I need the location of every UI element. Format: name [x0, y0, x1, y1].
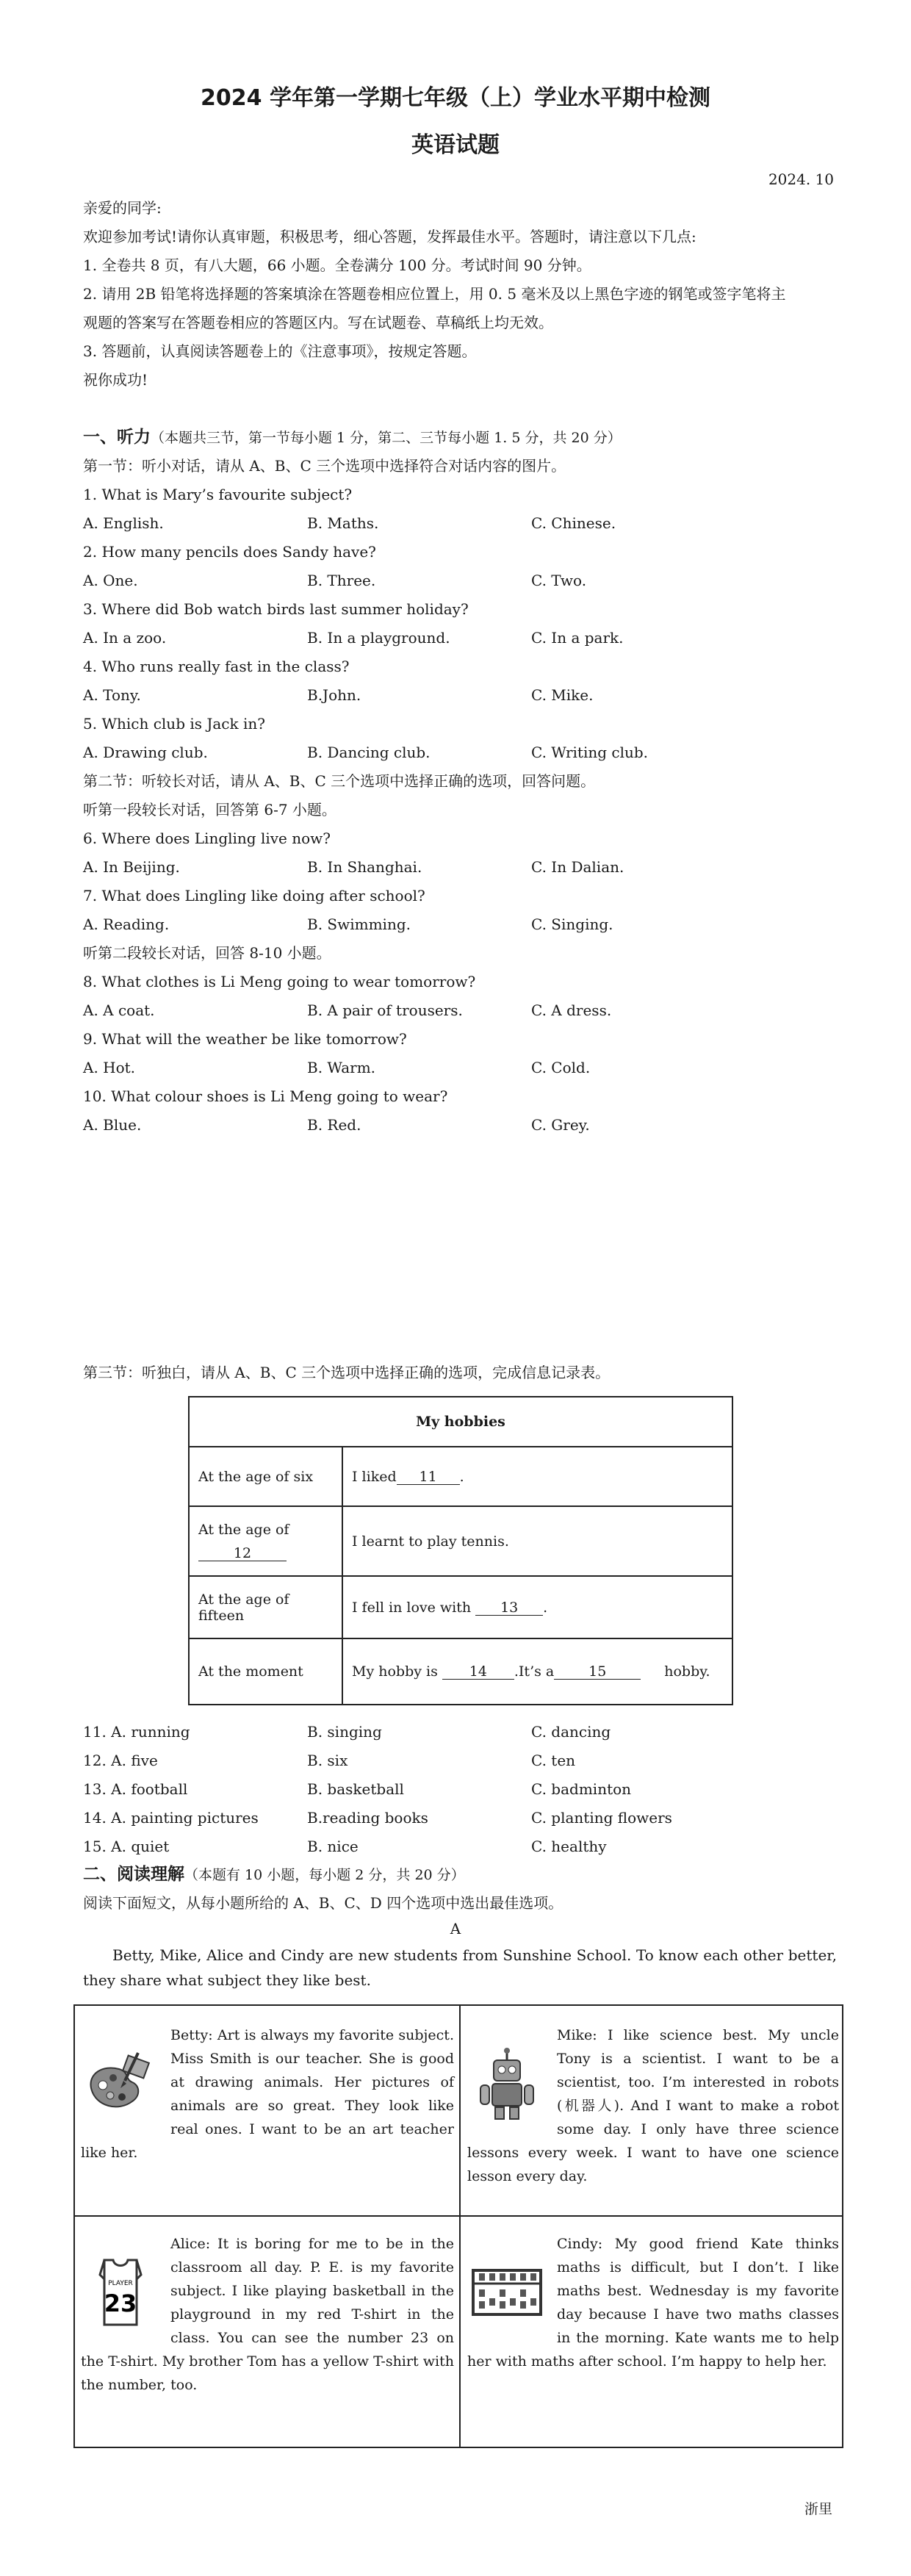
table-cell: At the age of six	[189, 1447, 342, 1506]
option-b: B. In Shanghai.	[307, 858, 422, 876]
notice-line: 亲爱的同学:	[83, 199, 162, 217]
table-cell: At the age of fifteen	[189, 1576, 342, 1638]
option-a: 12. A. five	[83, 1752, 158, 1769]
option-c: C. A dress.	[531, 1001, 612, 1019]
option-b: B. A pair of trousers.	[307, 1001, 463, 1019]
option-b: B. nice	[307, 1838, 359, 1855]
option-c: C. Singing.	[531, 915, 613, 933]
option-b: B. Warm.	[307, 1059, 376, 1076]
option-b: B.reading books	[307, 1809, 428, 1827]
tshirt-icon	[81, 2253, 160, 2332]
option-c: C. ten	[531, 1752, 576, 1769]
cell-text: .	[543, 1599, 548, 1616]
question: 2. How many pencils does Sandy have?	[83, 543, 376, 561]
cell-text: My hobby is	[352, 1663, 438, 1680]
option-b: B. basketball	[307, 1780, 404, 1798]
option-a: A. Blue.	[83, 1116, 142, 1134]
question: 1. What is Mary’s favourite subject?	[83, 486, 353, 503]
answer-blank: 12	[198, 1546, 287, 1561]
option-b: B.John.	[307, 686, 361, 704]
alice-text: Alice: It is boring for me to be in the classroom all day. P. E. is my favorite subject. I like playing basketball in the playground in my red T-shirt in the class. You can see the number 23 on the T-shirt. My brother Tom has a yellow T-shirt with the number, too.	[81, 2236, 454, 2393]
part-instruction: 第三节：听独白，请从 A、B、C 三个选项中选择正确的选项，完成信息记录表。	[83, 1364, 611, 1381]
betty-text: Betty: Art is always my favorite subject. Miss Smith is our teacher. She is good at drawing animals. Her pictures of animals are so great. They look like real ones. I want to be an art teacher like her.	[81, 2027, 454, 2161]
notice-line: 欢迎参加考试!请你认真审题，积极思考，细心答题，发挥最佳水平。答题时，请注意以下几点:	[83, 228, 696, 245]
cindy-text: Cindy: My good friend Kate thinks maths is difficult, but I don’t. I like maths best. Wednesday is my favorite day because I have two maths classes in the morning. Kate wants me to help her with maths after school. I’m happy to help her.	[467, 2236, 839, 2370]
option-c: C. Cold.	[531, 1059, 591, 1076]
passage-letter: A	[450, 1920, 461, 1938]
art-palette-icon	[81, 2044, 160, 2123]
cindy-card	[467, 2232, 839, 2373]
jersey-number: 23	[104, 2289, 137, 2317]
table-cell	[342, 1638, 732, 1705]
reading-instruction: 阅读下面短文，从每小题所给的 A、B、C、D 四个选项中选出最佳选项。	[83, 1894, 563, 1912]
notice-line: 1. 全卷共 8 页，有八大题，66 小题。全卷满分 100 分。考试时间 90 分钟。	[83, 256, 591, 274]
jersey-word: PLAYER	[108, 2280, 133, 2287]
cell-text: I fell in love with	[352, 1599, 472, 1616]
table-cell: I learnt to play tennis.	[342, 1506, 732, 1576]
question: 3. Where did Bob watch birds last summer holiday?	[83, 600, 469, 618]
table-cell	[342, 1447, 732, 1506]
exam-title: 2024 学年第一学期七年级（上）学业水平期中检测	[201, 85, 710, 111]
option-a: 15. A. quiet	[83, 1838, 170, 1855]
cell-text: .It’s a	[514, 1663, 555, 1680]
option-b: B. Maths.	[307, 514, 379, 532]
option-c: C. dancing	[531, 1723, 611, 1741]
question: 9. What will the weather be like tomorrow?	[83, 1030, 407, 1048]
cell-text: hobby.	[664, 1663, 710, 1680]
option-a: A. Reading.	[83, 915, 170, 933]
question: 6. Where does Lingling live now?	[83, 830, 331, 847]
question: 10. What colour shoes is Li Meng going to wear?	[83, 1087, 448, 1105]
section-note: （本题共三节，第一节每小题 1 分，第二、三节每小题 1. 5 分，共 20 分）	[151, 430, 622, 446]
option-c: C. Writing club.	[531, 744, 649, 761]
exam-date: 2024. 10	[768, 170, 834, 188]
option-c: C. Mike.	[531, 686, 594, 704]
robot-icon	[467, 2044, 547, 2123]
answer-blank: 14	[442, 1664, 514, 1680]
cell-text: .	[459, 1468, 464, 1485]
question: 8. What clothes is Li Meng going to wear tomorrow?	[83, 973, 476, 990]
option-b: B. Swimming.	[307, 915, 411, 933]
option-a: A. One.	[83, 572, 138, 589]
table-cell	[189, 1506, 342, 1576]
cell-text: At the age of	[198, 1521, 289, 1538]
question: 5. Which club is Jack in?	[83, 715, 265, 733]
section-title: 二、阅读理解	[83, 1865, 184, 1884]
option-c: C. Two.	[531, 572, 587, 589]
option-b: B. Three.	[307, 572, 376, 589]
grid-divider	[75, 2215, 842, 2217]
option-a: A. A coat.	[83, 1001, 155, 1019]
option-a: 14. A. painting pictures	[83, 1809, 259, 1827]
notice-line: 2. 请用 2B 铅笔将选择题的答案填涂在答题卷相应位置上，用 0. 5 毫米及以上黑色字迹的钢笔或签字笔将主	[83, 285, 786, 303]
option-b: B. Red.	[307, 1116, 361, 1134]
notice-line: 3. 答题前，认真阅读答题卷上的《注意事项》，按规定答题。	[83, 342, 477, 360]
part-instruction: 第一节：听小对话，请从 A、B、C 三个选项中选择符合对话内容的图片。	[83, 457, 566, 475]
answer-blank: 15	[554, 1664, 641, 1680]
section-note: （本题有 10 小题，每小题 2 分，共 20 分）	[184, 1867, 465, 1883]
part-instruction: 第二节：听较长对话，请从 A、B、C 三个选项中选择正确的选项，回答问题。	[83, 772, 596, 790]
hobbies-table	[188, 1396, 733, 1705]
section-heading	[83, 1865, 465, 1885]
option-b: B. In a playground.	[307, 629, 450, 647]
question: 7. What does Lingling like doing after school?	[83, 887, 425, 904]
option-c: C. badminton	[531, 1780, 632, 1798]
section-heading	[83, 428, 622, 447]
option-c: C. In a park.	[531, 629, 624, 647]
option-a: 13. A. football	[83, 1780, 188, 1798]
answer-blank: 11	[397, 1469, 460, 1485]
option-a: A. Hot.	[83, 1059, 136, 1076]
option-c: C. healthy	[531, 1838, 607, 1855]
option-a: A. In a zoo.	[83, 629, 167, 647]
mike-card	[467, 2023, 839, 2188]
table-cell: At the moment	[189, 1638, 342, 1705]
mike-text: Mike: I like science best. My uncle Tony is a scientist. I want to be a scientist, too. I’m interested in robots (机器人). And I want to make a robot some day. I only have three science lessons every week. I want to have one science lesson every day.	[467, 2027, 839, 2184]
passage-intro: Betty, Mike, Alice and Cindy are new students from Sunshine School. To know each other better, they share what subject they like best.	[83, 1946, 837, 1989]
answer-blank: 13	[475, 1600, 543, 1616]
option-b: B. singing	[307, 1723, 382, 1741]
option-c: C. planting flowers	[531, 1809, 672, 1827]
notice-line: 观题的答案写在答题卷相应的答题区内。写在试题卷、草稿纸上均无效。	[83, 314, 553, 331]
option-a: 11. A. running	[83, 1723, 190, 1741]
option-b: B. six	[307, 1752, 348, 1769]
dialog-instruction: 听第一段较长对话，回答第 6-7 小题。	[83, 801, 336, 819]
option-c: C. Grey.	[531, 1116, 590, 1134]
abacus-icon	[467, 2253, 547, 2332]
table-cell	[342, 1576, 732, 1638]
table-title: My hobbies	[189, 1397, 732, 1447]
students-grid	[73, 2004, 843, 2448]
notice-line: 祝你成功!	[83, 371, 148, 389]
option-c: C. Chinese.	[531, 514, 616, 532]
dialog-instruction: 听第二段较长对话，回答 8-10 小题。	[83, 944, 331, 962]
option-c: C. In Dalian.	[531, 858, 624, 876]
grid-divider	[459, 2006, 461, 2447]
option-a: A. Tony.	[83, 686, 141, 704]
alice-card	[81, 2232, 454, 2397]
betty-card	[81, 2023, 454, 2165]
option-b: B. Dancing club.	[307, 744, 431, 761]
section-title: 一、听力	[83, 428, 151, 447]
option-a: A. Drawing club.	[83, 744, 208, 761]
option-a: A. In Beijing.	[83, 858, 180, 876]
footer-mark: 浙里	[804, 2501, 832, 2517]
option-a: A. English.	[83, 514, 164, 532]
cell-text: I liked	[352, 1468, 397, 1485]
exam-subtitle: 英语试题	[411, 132, 500, 158]
question: 4. Who runs really fast in the class?	[83, 658, 350, 675]
